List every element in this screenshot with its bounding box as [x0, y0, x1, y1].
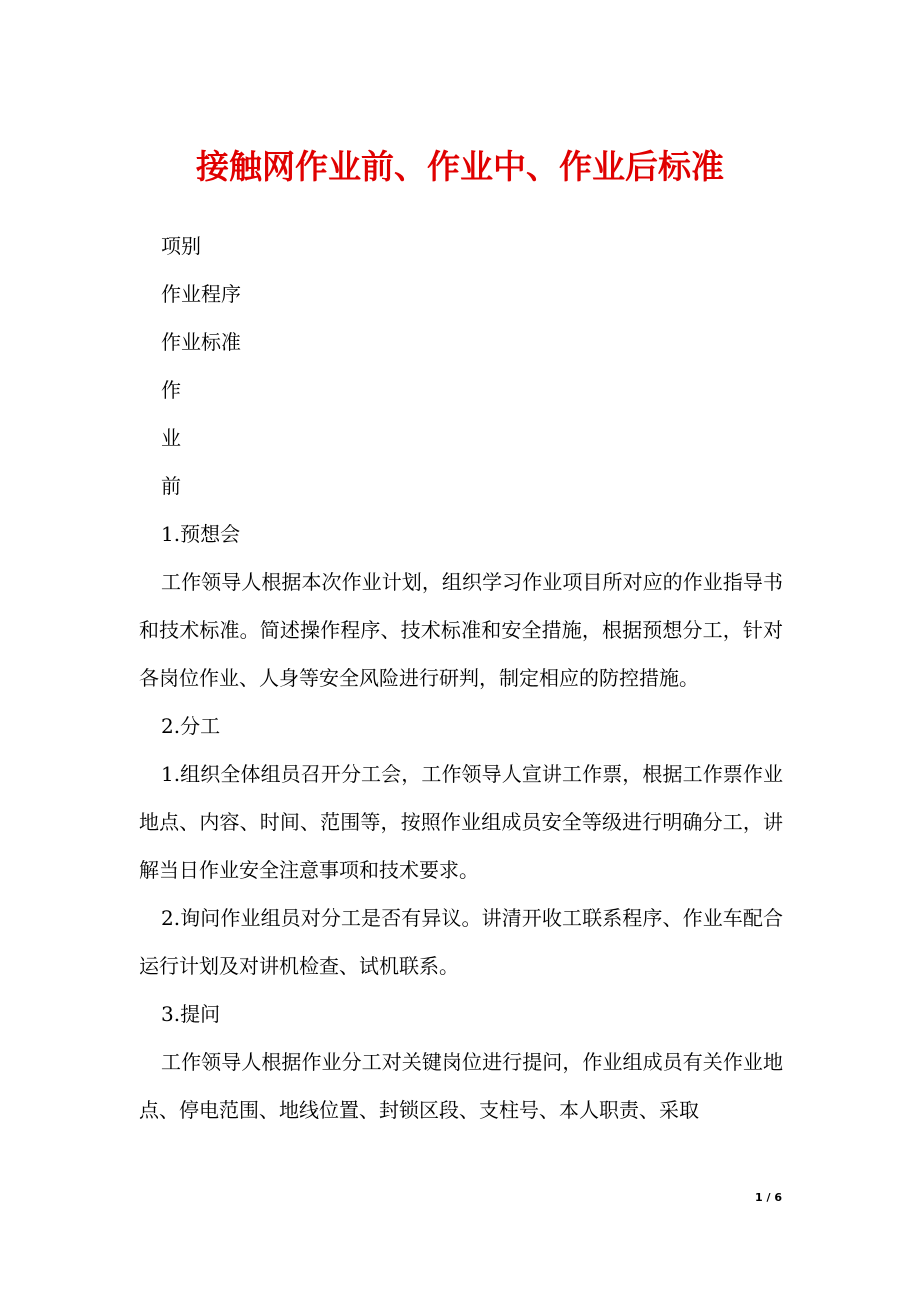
- section-heading-briefing: 1.预想会: [161, 522, 241, 546]
- paragraph-briefing-body: 工作领导人根据本次作业计划，组织学习作业项目所对应的作业指导书和技术标准。简述操作程序、技术标准和安全措施，根据预想分工，针对各岗位作业、人身等安全风险进行研判，制定相应的防控措施。: [139, 570, 783, 690]
- paragraph-questioning-body: 工作领导人根据作业分工对关键岗位进行提问，作业组成员有关作业地点、停电范围、地线位置、封锁区段、支柱号、本人职责、采取: [139, 1050, 783, 1122]
- page-number: 1 / 6: [755, 1191, 782, 1204]
- paragraph-column-header-procedure: 作业程序: [161, 282, 241, 306]
- paragraph-division-item-2: 2.询问作业组员对分工是否有异议。讲清开收工联系程序、作业车配合运行计划及对讲机检查、试机联系。: [139, 906, 783, 978]
- paragraph-division-item-1: 1.组织全体组员召开分工会，工作领导人宣讲工作票，根据工作票作业地点、内容、时间、范围等，按照作业组成员安全等级进行明确分工，讲解当日作业安全注意事项和技术要求。: [139, 762, 783, 882]
- section-heading-division: 2.分工: [161, 714, 221, 738]
- paragraph-stage-char-3: 前: [161, 474, 181, 498]
- paragraph-stage-char-1: 作: [161, 378, 181, 402]
- paragraph-column-header-item: 项别: [161, 234, 201, 258]
- document-body: [139, 222, 783, 1134]
- paragraph-stage-char-2: 业: [161, 426, 181, 450]
- page-title: 接触网作业前、作业中、作业后标准: [196, 147, 724, 186]
- section-heading-questioning: 3.提问: [161, 1002, 221, 1026]
- paragraph-column-header-standard: 作业标准: [161, 330, 241, 354]
